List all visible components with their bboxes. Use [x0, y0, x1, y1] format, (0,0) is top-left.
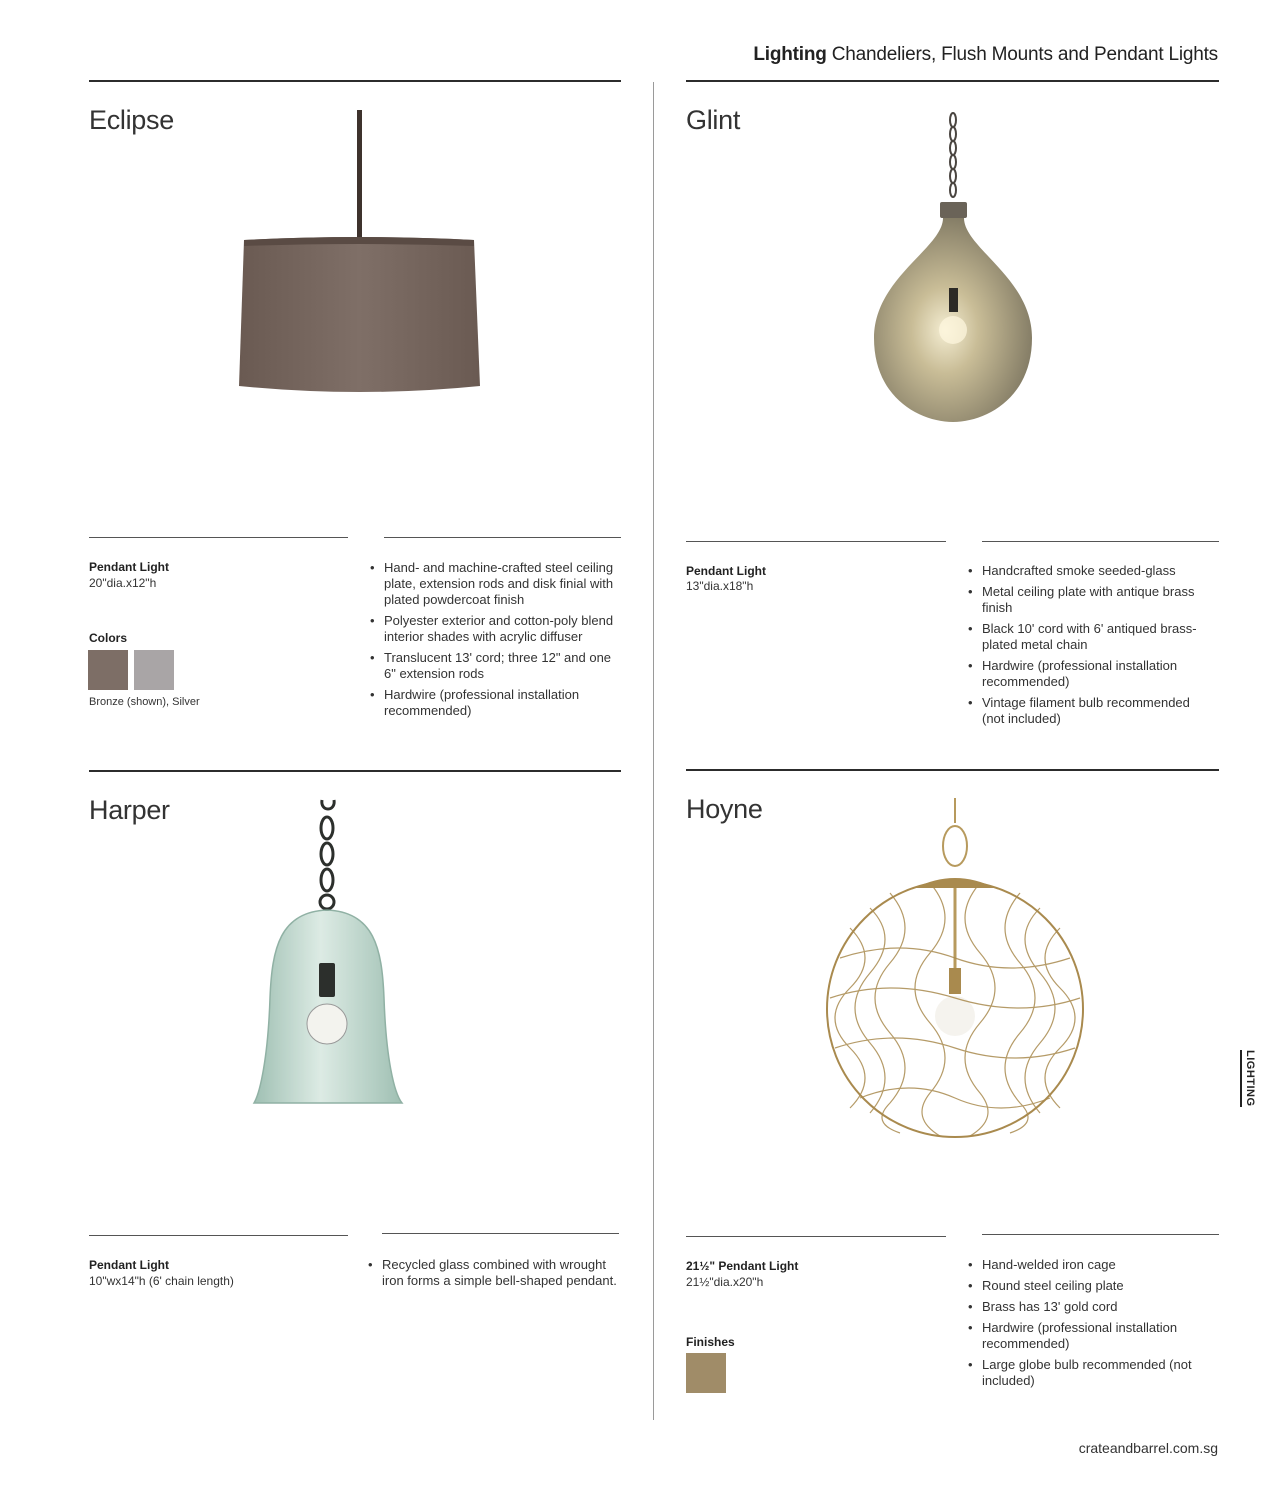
- features-hoyne: [968, 1257, 1208, 1394]
- feature-item: • Vintage filament bulb recommended (not included): [968, 695, 1208, 727]
- spec-dim-glint: 13"dia.x18"h: [686, 579, 754, 593]
- bullets-rule-harper: [382, 1233, 619, 1234]
- feature-item: • Polyester exterior and cotton-poly blend interior shades with acrylic diffuser: [370, 613, 622, 645]
- spec-rule-harper: [89, 1235, 348, 1236]
- feature-item: • Brass has 13' gold cord: [968, 1299, 1208, 1315]
- footer-url[interactable]: crateandbarrel.com.sg: [1078, 1440, 1218, 1456]
- divider-glint: [686, 80, 1219, 82]
- product-title-glint: Glint: [686, 105, 741, 135]
- spec-title-harper: Pendant Light: [89, 1258, 169, 1272]
- feature-item: • Hand- and machine-crafted steel ceiling plate, extension rods and disk finial with plated powdercoat finish: [370, 560, 622, 608]
- divider-eclipse: [89, 80, 621, 82]
- swatch-silver[interactable]: [134, 650, 174, 690]
- swatch-bronze[interactable]: [88, 650, 128, 690]
- section-tab-lighting[interactable]: LIGHTING: [1240, 1050, 1256, 1107]
- bullets-rule-eclipse: [384, 537, 621, 538]
- header-subtitle: Chandeliers, Flush Mounts and Pendant Lights: [826, 44, 1218, 65]
- spec-rule-glint: [686, 541, 946, 542]
- feature-item: • Hand-welded iron cage: [968, 1257, 1208, 1273]
- finishes-label: Finishes: [686, 1335, 735, 1349]
- header-category: Lighting: [753, 44, 827, 65]
- column-divider: [653, 82, 654, 1420]
- feature-item: • Metal ceiling plate with antique brass finish: [968, 584, 1208, 616]
- page-header: [753, 44, 1218, 66]
- feature-item: • Hardwire (professional installation recommended): [370, 687, 622, 719]
- eclipse-product-image: [230, 108, 490, 398]
- colors-label: Colors: [89, 631, 128, 645]
- feature-item: • Handcrafted smoke seeded-glass: [968, 563, 1208, 579]
- product-title-harper: Harper: [89, 795, 170, 825]
- features-harper: [368, 1257, 622, 1294]
- spec-title-hoyne: 21½" Pendant Light: [686, 1259, 799, 1273]
- feature-item: • Recycled glass combined with wrought iron forms a simple bell-shaped pendant.: [368, 1257, 622, 1289]
- swatch-brass[interactable]: [686, 1353, 726, 1393]
- divider-harper: [89, 770, 621, 772]
- feature-item: • Large globe bulb recommended (not included): [968, 1357, 1208, 1389]
- feature-item: • Round steel ceiling plate: [968, 1278, 1208, 1294]
- harper-product-image: [240, 798, 420, 1110]
- product-title-hoyne: Hoyne: [686, 794, 763, 824]
- spec-dim-hoyne: 21½"dia.x20"h: [686, 1275, 764, 1289]
- spec-rule-eclipse: [89, 537, 348, 538]
- spec-title-glint: Pendant Light: [686, 564, 766, 578]
- swatch-caption: Bronze (shown), Silver: [89, 696, 200, 708]
- spec-title-eclipse: Pendant Light: [89, 560, 169, 574]
- bullets-rule-glint: [982, 541, 1219, 542]
- hoyne-product-image: [810, 798, 1110, 1143]
- spec-dim-harper: 10"wx14"h (6' chain length): [89, 1274, 234, 1288]
- product-title-eclipse: Eclipse: [89, 105, 174, 135]
- feature-item: • Black 10' cord with 6' antiqued brass-plated metal chain: [968, 621, 1208, 653]
- glint-product-image: [860, 108, 1040, 428]
- spec-dim-eclipse: 20"dia.x12"h: [89, 576, 157, 590]
- divider-hoyne: [686, 769, 1219, 771]
- feature-item: • Hardwire (professional installation recommended): [968, 1320, 1208, 1352]
- feature-item: • Translucent 13' cord; three 12" and one 6" extension rods: [370, 650, 622, 682]
- bullets-rule-hoyne: [982, 1234, 1219, 1235]
- feature-item: • Hardwire (professional installation recommended): [968, 658, 1208, 690]
- features-eclipse: [370, 560, 622, 724]
- spec-rule-hoyne: [686, 1236, 946, 1237]
- features-glint: [968, 563, 1208, 732]
